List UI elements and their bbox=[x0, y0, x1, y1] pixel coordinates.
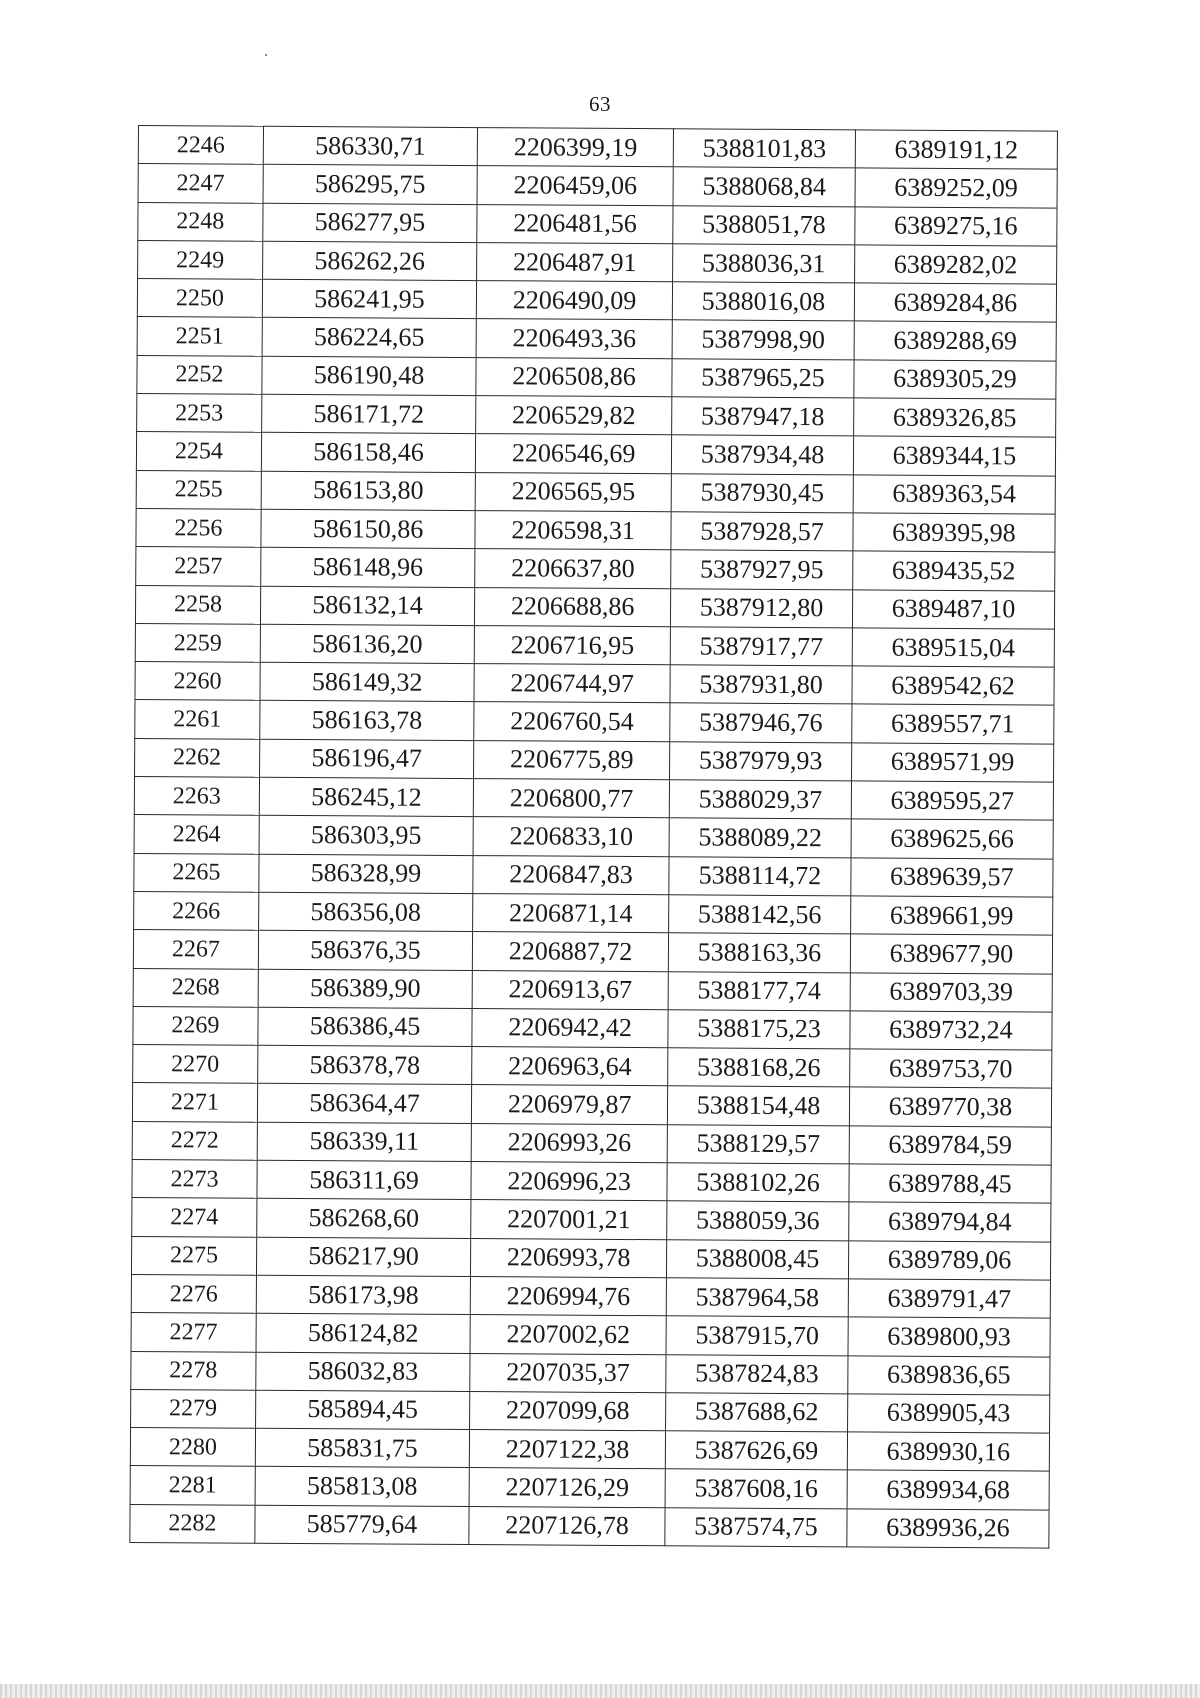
coord-a-cell: 585831,75 bbox=[255, 1428, 469, 1468]
coord-d-cell: 6389284,86 bbox=[854, 283, 1056, 323]
scan-bottom-edge bbox=[0, 1684, 1200, 1698]
coord-c-cell: 5387934,48 bbox=[672, 435, 854, 474]
point-number-cell: 2258 bbox=[135, 585, 260, 624]
table-row bbox=[133, 1006, 1052, 1050]
point-number-cell: 2262 bbox=[135, 738, 260, 777]
point-number-cell: 2267 bbox=[133, 930, 258, 969]
coord-c-cell: 5388142,56 bbox=[669, 895, 851, 934]
point-number-cell: 2253 bbox=[137, 394, 262, 433]
coord-d-cell: 6389326,85 bbox=[854, 398, 1056, 438]
table-row bbox=[137, 355, 1056, 399]
coord-a-cell: 586330,71 bbox=[263, 126, 477, 166]
coord-d-cell: 6389639,57 bbox=[851, 858, 1053, 898]
coord-a-cell: 586376,35 bbox=[258, 930, 472, 970]
table-row bbox=[131, 1313, 1050, 1357]
coord-d-cell: 6389930,16 bbox=[847, 1432, 1049, 1472]
coord-c-cell: 5387930,45 bbox=[671, 473, 853, 512]
point-number-cell: 2250 bbox=[137, 279, 262, 318]
table-row bbox=[134, 853, 1053, 897]
coord-d-cell: 6389252,09 bbox=[855, 168, 1057, 208]
coord-b-cell: 2206833,10 bbox=[473, 817, 669, 856]
table-row bbox=[135, 738, 1054, 782]
table-row bbox=[130, 1428, 1049, 1472]
coord-a-cell: 585779,64 bbox=[255, 1505, 469, 1545]
coord-d-cell: 6389275,16 bbox=[855, 206, 1057, 246]
point-number-cell: 2276 bbox=[131, 1274, 256, 1313]
table-row bbox=[132, 1198, 1051, 1242]
coord-b-cell: 2206493,36 bbox=[476, 319, 672, 358]
scan-speck bbox=[265, 54, 267, 56]
coord-a-cell: 586311,69 bbox=[257, 1160, 471, 1200]
coord-a-cell: 586196,47 bbox=[259, 739, 473, 779]
coord-a-cell: 586268,60 bbox=[257, 1199, 471, 1239]
coord-d-cell: 6389788,45 bbox=[849, 1164, 1051, 1204]
coord-c-cell: 5387824,83 bbox=[666, 1354, 848, 1393]
coord-d-cell: 6389571,99 bbox=[851, 743, 1053, 783]
table-row bbox=[137, 279, 1056, 323]
coord-b-cell: 2206775,89 bbox=[474, 740, 670, 779]
coord-d-cell: 6389934,68 bbox=[847, 1470, 1049, 1510]
point-number-cell: 2277 bbox=[131, 1313, 256, 1352]
coord-c-cell: 5387927,95 bbox=[671, 550, 853, 589]
point-number-cell: 2268 bbox=[133, 968, 258, 1007]
coord-d-cell: 6389515,04 bbox=[852, 628, 1054, 668]
coord-d-cell: 6389770,38 bbox=[849, 1087, 1051, 1127]
table-row bbox=[133, 930, 1052, 974]
coord-d-cell: 6389703,39 bbox=[850, 972, 1052, 1012]
coord-b-cell: 2206565,95 bbox=[475, 472, 671, 511]
coord-c-cell: 5388051,78 bbox=[673, 205, 855, 244]
point-number-cell: 2280 bbox=[130, 1428, 255, 1467]
point-number-cell: 2275 bbox=[131, 1236, 256, 1275]
coord-b-cell: 2206490,09 bbox=[476, 281, 672, 320]
table-row bbox=[132, 1083, 1051, 1127]
coord-c-cell: 5388168,26 bbox=[668, 1048, 850, 1087]
table-row bbox=[138, 164, 1057, 208]
coord-c-cell: 5387915,70 bbox=[666, 1316, 848, 1355]
coord-b-cell: 2206487,91 bbox=[477, 242, 673, 281]
point-number-cell: 2249 bbox=[138, 240, 263, 279]
point-number-cell: 2270 bbox=[133, 1045, 258, 1084]
coord-d-cell: 6389936,26 bbox=[847, 1509, 1049, 1549]
coord-a-cell: 586386,45 bbox=[258, 1007, 472, 1047]
coord-a-cell: 586224,65 bbox=[262, 318, 476, 358]
point-number-cell: 2248 bbox=[138, 202, 263, 241]
coord-c-cell: 5388129,57 bbox=[667, 1124, 849, 1163]
coord-d-cell: 6389557,71 bbox=[852, 704, 1054, 744]
point-number-cell: 2254 bbox=[136, 432, 261, 471]
coord-b-cell: 2206800,77 bbox=[473, 779, 669, 818]
coord-b-cell: 2206994,76 bbox=[470, 1276, 666, 1315]
point-number-cell: 2282 bbox=[130, 1504, 255, 1543]
coord-d-cell: 6389732,24 bbox=[850, 1011, 1052, 1051]
coord-c-cell: 5387965,25 bbox=[672, 359, 854, 398]
coord-b-cell: 2206963,64 bbox=[472, 1047, 668, 1086]
point-number-cell: 2256 bbox=[136, 508, 261, 547]
coord-a-cell: 586241,95 bbox=[262, 279, 476, 319]
table-row bbox=[136, 470, 1055, 514]
coord-c-cell: 5387688,62 bbox=[666, 1393, 848, 1432]
coord-d-cell: 6389625,66 bbox=[851, 819, 1053, 859]
coordinates-table bbox=[129, 125, 1058, 1549]
table-row bbox=[134, 777, 1053, 821]
table-row bbox=[131, 1389, 1050, 1433]
table-row bbox=[132, 1159, 1051, 1203]
point-number-cell: 2273 bbox=[132, 1159, 257, 1198]
coord-c-cell: 5388102,26 bbox=[667, 1163, 849, 1202]
coord-b-cell: 2206459,06 bbox=[477, 166, 673, 205]
coord-a-cell: 586303,95 bbox=[259, 816, 473, 856]
coord-b-cell: 2206481,56 bbox=[477, 204, 673, 243]
coord-c-cell: 5387931,80 bbox=[670, 665, 852, 704]
coord-a-cell: 586245,12 bbox=[259, 777, 473, 817]
coord-b-cell: 2206993,26 bbox=[471, 1123, 667, 1162]
coord-c-cell: 5388114,72 bbox=[669, 856, 851, 895]
coord-c-cell: 5387608,16 bbox=[665, 1469, 847, 1508]
coord-c-cell: 5387574,75 bbox=[665, 1507, 847, 1546]
coord-a-cell: 586153,80 bbox=[261, 471, 475, 511]
coord-b-cell: 2206993,78 bbox=[471, 1238, 667, 1277]
coord-c-cell: 5388016,08 bbox=[672, 282, 854, 321]
coord-b-cell: 2206546,69 bbox=[476, 434, 672, 473]
coord-a-cell: 585894,45 bbox=[255, 1390, 469, 1430]
coord-d-cell: 6389800,93 bbox=[848, 1317, 1050, 1357]
coord-b-cell: 2207126,29 bbox=[469, 1468, 665, 1507]
coord-a-cell: 586389,90 bbox=[258, 969, 472, 1009]
coord-d-cell: 6389344,15 bbox=[853, 436, 1055, 476]
coord-d-cell: 6389191,12 bbox=[855, 130, 1057, 170]
table-row bbox=[136, 432, 1055, 476]
table-row bbox=[138, 240, 1057, 284]
coord-d-cell: 6389282,02 bbox=[854, 245, 1056, 285]
coord-a-cell: 586190,48 bbox=[262, 356, 476, 396]
coord-b-cell: 2206871,14 bbox=[473, 893, 669, 932]
coord-b-cell: 2207126,78 bbox=[469, 1506, 665, 1545]
table-row bbox=[133, 1045, 1052, 1089]
coord-d-cell: 6389305,29 bbox=[854, 360, 1056, 400]
coord-d-cell: 6389595,27 bbox=[851, 781, 1053, 821]
coord-d-cell: 6389542,62 bbox=[852, 666, 1054, 706]
coord-a-cell: 586277,95 bbox=[263, 203, 477, 243]
coord-b-cell: 2206744,97 bbox=[474, 664, 670, 703]
coord-d-cell: 6389905,43 bbox=[847, 1394, 1049, 1434]
coord-d-cell: 6389789,06 bbox=[848, 1240, 1050, 1280]
coord-b-cell: 2207001,21 bbox=[471, 1200, 667, 1239]
point-number-cell: 2251 bbox=[137, 317, 262, 356]
coord-b-cell: 2206529,82 bbox=[476, 396, 672, 435]
coord-a-cell: 586158,46 bbox=[261, 433, 475, 473]
point-number-cell: 2252 bbox=[137, 355, 262, 394]
point-number-cell: 2264 bbox=[134, 815, 259, 854]
coord-a-cell: 586163,78 bbox=[260, 701, 474, 741]
coord-c-cell: 5388154,48 bbox=[668, 1086, 850, 1125]
table-row bbox=[136, 547, 1055, 591]
table-row bbox=[136, 508, 1055, 552]
point-number-cell: 2260 bbox=[135, 662, 260, 701]
coord-c-cell: 5387912,80 bbox=[671, 588, 853, 627]
coord-c-cell: 5388163,36 bbox=[668, 933, 850, 972]
coord-b-cell: 2207122,38 bbox=[469, 1430, 665, 1469]
coord-d-cell: 6389791,47 bbox=[848, 1279, 1050, 1319]
table-row bbox=[135, 700, 1054, 744]
table-row bbox=[137, 394, 1056, 438]
coord-b-cell: 2206979,87 bbox=[472, 1085, 668, 1124]
point-number-cell: 2272 bbox=[132, 1121, 257, 1160]
page-number: 63 bbox=[589, 92, 611, 116]
point-number-cell: 2255 bbox=[136, 470, 261, 509]
table-row bbox=[138, 202, 1057, 246]
table-row bbox=[131, 1274, 1050, 1318]
table-row bbox=[131, 1236, 1050, 1280]
coord-a-cell: 586150,86 bbox=[261, 509, 475, 549]
coord-c-cell: 5388175,23 bbox=[668, 1010, 850, 1049]
coord-b-cell: 2207099,68 bbox=[470, 1391, 666, 1430]
coord-d-cell: 6389487,10 bbox=[852, 589, 1054, 629]
table-row bbox=[135, 662, 1054, 706]
coord-c-cell: 5387928,57 bbox=[671, 512, 853, 551]
coord-a-cell: 586173,98 bbox=[256, 1275, 470, 1315]
coord-d-cell: 6389435,52 bbox=[853, 551, 1055, 591]
coord-a-cell: 586378,78 bbox=[258, 1045, 472, 1085]
coord-c-cell: 5387626,69 bbox=[665, 1431, 847, 1470]
point-number-cell: 2266 bbox=[134, 891, 259, 930]
coord-a-cell: 586328,99 bbox=[259, 854, 473, 894]
coord-c-cell: 5387964,58 bbox=[666, 1278, 848, 1317]
coord-b-cell: 2206760,54 bbox=[474, 702, 670, 741]
coord-c-cell: 5387998,90 bbox=[672, 320, 854, 359]
coord-a-cell: 586032,83 bbox=[256, 1352, 470, 1392]
coord-d-cell: 6389363,54 bbox=[853, 475, 1055, 515]
table-row bbox=[130, 1466, 1049, 1510]
coord-c-cell: 5387946,76 bbox=[670, 703, 852, 742]
point-number-cell: 2246 bbox=[138, 126, 263, 165]
point-number-cell: 2274 bbox=[132, 1198, 257, 1237]
coord-a-cell: 585813,08 bbox=[255, 1467, 469, 1507]
coord-b-cell: 2206942,42 bbox=[472, 1008, 668, 1047]
point-number-cell: 2281 bbox=[130, 1466, 255, 1505]
point-number-cell: 2271 bbox=[132, 1083, 257, 1122]
coord-d-cell: 6389661,99 bbox=[850, 896, 1052, 936]
coord-a-cell: 586217,90 bbox=[256, 1237, 470, 1277]
coord-c-cell: 5387979,93 bbox=[670, 742, 852, 781]
coord-c-cell: 5388101,83 bbox=[673, 129, 855, 168]
coord-c-cell: 5388029,37 bbox=[669, 780, 851, 819]
table-row bbox=[135, 585, 1054, 629]
coord-c-cell: 5388068,84 bbox=[673, 167, 855, 206]
point-number-cell: 2259 bbox=[135, 623, 260, 662]
point-number-cell: 2269 bbox=[133, 1006, 258, 1045]
table-row bbox=[131, 1351, 1050, 1395]
coord-d-cell: 6389794,84 bbox=[849, 1202, 1051, 1242]
coord-c-cell: 5388059,36 bbox=[667, 1201, 849, 1240]
point-number-cell: 2279 bbox=[131, 1389, 256, 1428]
coord-d-cell: 6389288,69 bbox=[854, 321, 1056, 361]
coord-a-cell: 586149,32 bbox=[260, 662, 474, 702]
table-row bbox=[132, 1121, 1051, 1165]
coord-b-cell: 2206598,31 bbox=[475, 511, 671, 550]
coord-c-cell: 5388089,22 bbox=[669, 818, 851, 857]
coord-a-cell: 586262,26 bbox=[262, 241, 476, 281]
coord-c-cell: 5388177,74 bbox=[668, 971, 850, 1010]
point-number-cell: 2263 bbox=[134, 777, 259, 816]
coord-b-cell: 2207002,62 bbox=[470, 1315, 666, 1354]
point-number-cell: 2257 bbox=[136, 547, 261, 586]
coord-b-cell: 2206716,95 bbox=[474, 625, 670, 664]
coord-c-cell: 5387947,18 bbox=[672, 397, 854, 436]
coord-c-cell: 5388036,31 bbox=[673, 244, 855, 283]
coord-d-cell: 6389395,98 bbox=[853, 513, 1055, 553]
coord-c-cell: 5388008,45 bbox=[667, 1239, 849, 1278]
coord-d-cell: 6389753,70 bbox=[850, 1049, 1052, 1089]
table-row bbox=[134, 815, 1053, 859]
table-row bbox=[135, 623, 1054, 667]
coord-c-cell: 5387917,77 bbox=[670, 627, 852, 666]
coord-a-cell: 586124,82 bbox=[256, 1313, 470, 1353]
coord-a-cell: 586148,96 bbox=[261, 548, 475, 588]
coord-b-cell: 2206399,19 bbox=[477, 128, 673, 167]
coord-d-cell: 6389677,90 bbox=[850, 934, 1052, 974]
point-number-cell: 2247 bbox=[138, 164, 263, 203]
coord-b-cell: 2206637,80 bbox=[475, 549, 671, 588]
coord-a-cell: 586136,20 bbox=[260, 624, 474, 664]
coord-a-cell: 586339,11 bbox=[257, 1122, 471, 1162]
coord-b-cell: 2206996,23 bbox=[471, 1162, 667, 1201]
coord-d-cell: 6389836,65 bbox=[848, 1355, 1050, 1395]
coord-a-cell: 586364,47 bbox=[257, 1084, 471, 1124]
coord-a-cell: 586171,72 bbox=[262, 394, 476, 434]
table-row bbox=[130, 1504, 1049, 1548]
coord-b-cell: 2206887,72 bbox=[472, 932, 668, 971]
coord-a-cell: 586356,08 bbox=[258, 892, 472, 932]
coord-d-cell: 6389784,59 bbox=[849, 1126, 1051, 1166]
coord-b-cell: 2207035,37 bbox=[470, 1353, 666, 1392]
point-number-cell: 2261 bbox=[135, 700, 260, 739]
coord-a-cell: 586132,14 bbox=[260, 586, 474, 626]
table-row bbox=[133, 968, 1052, 1012]
table-row bbox=[134, 891, 1053, 935]
table-row bbox=[137, 317, 1056, 361]
coord-b-cell: 2206913,67 bbox=[472, 970, 668, 1009]
point-number-cell: 2265 bbox=[134, 853, 259, 892]
coord-b-cell: 2206847,83 bbox=[473, 855, 669, 894]
coord-b-cell: 2206688,86 bbox=[475, 587, 671, 626]
coord-b-cell: 2206508,86 bbox=[476, 357, 672, 396]
coordinates-table-body bbox=[130, 126, 1058, 1549]
table-row bbox=[138, 126, 1057, 170]
point-number-cell: 2278 bbox=[131, 1351, 256, 1390]
coord-a-cell: 586295,75 bbox=[263, 165, 477, 205]
